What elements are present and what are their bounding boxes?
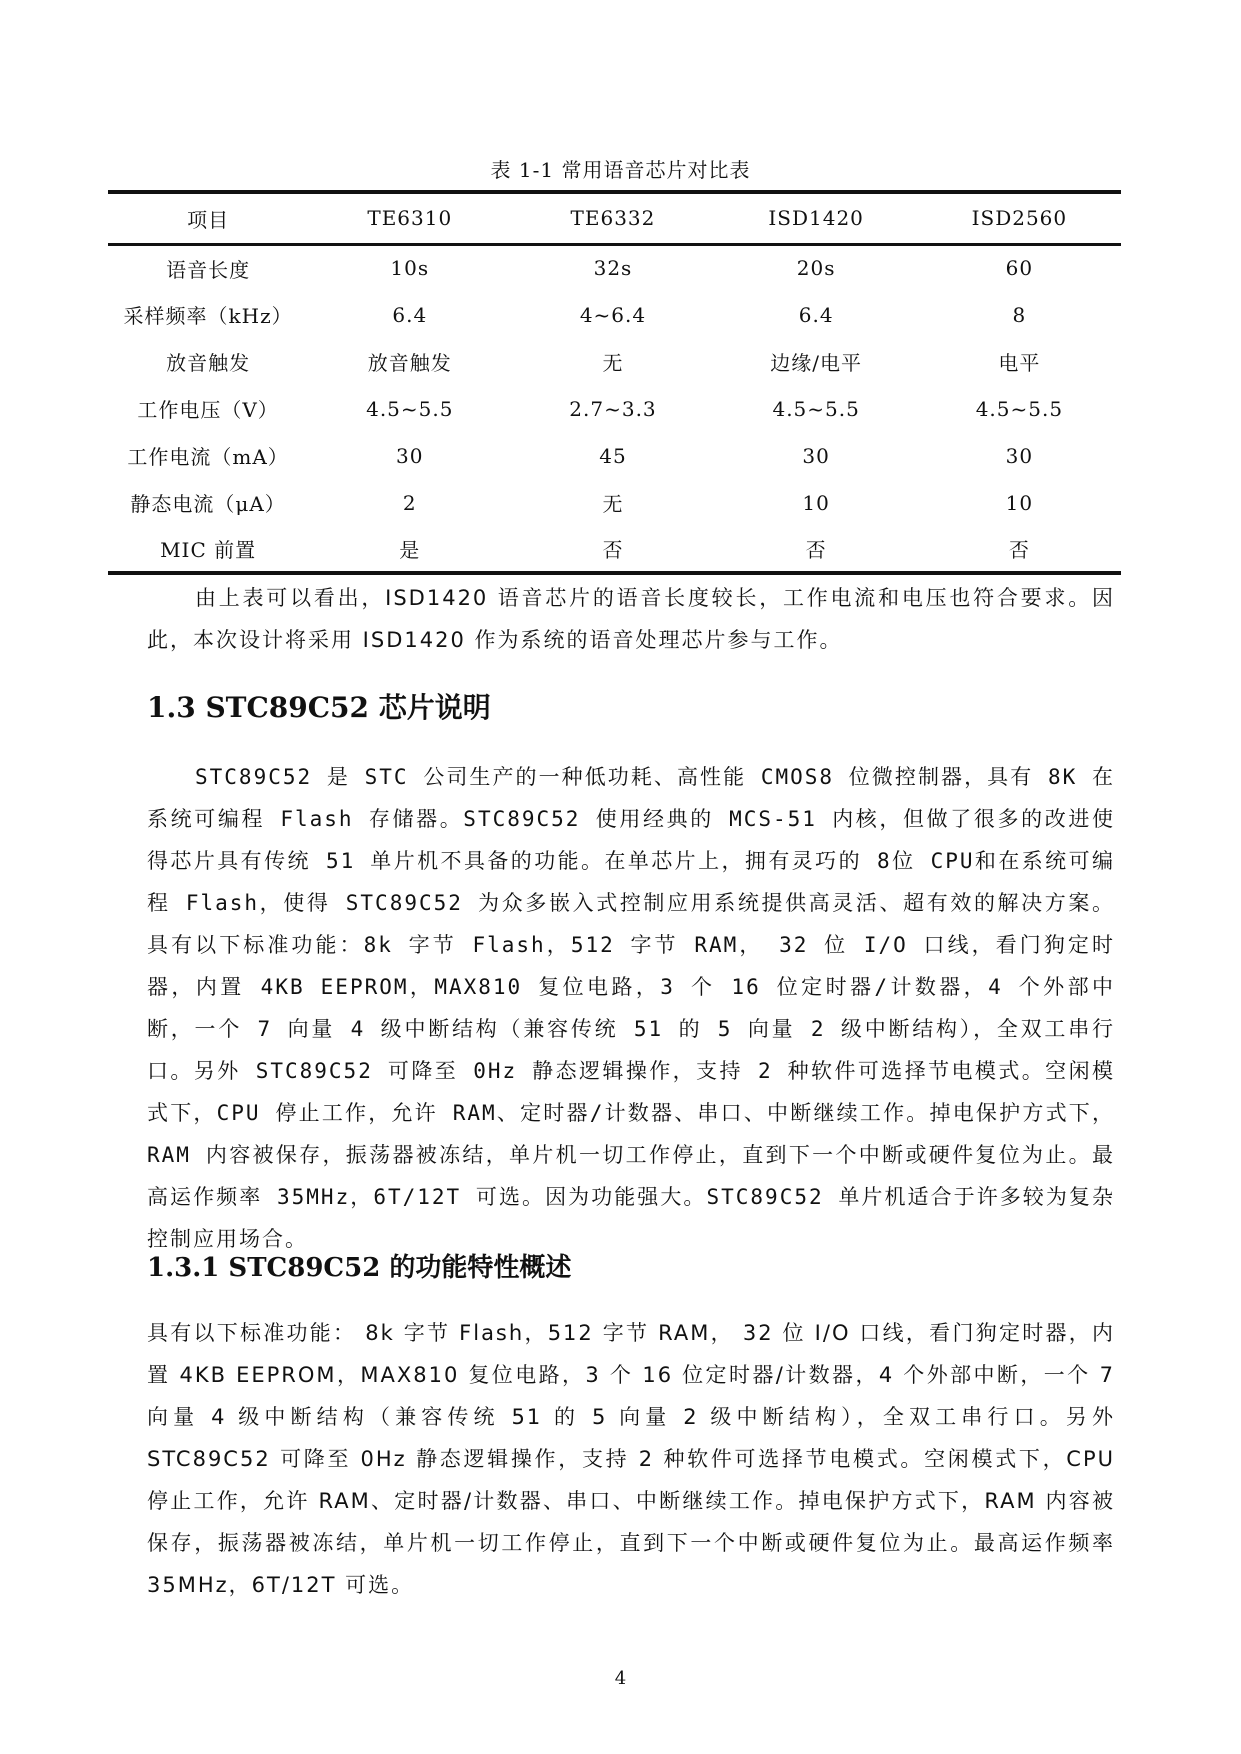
- subsection-paragraph: 具有以下标准功能： 8k 字节 Flash，512 字节 RAM， 32 位 I/O 口线，看门狗定时器，内置 4KB EEPROM，MAX810 复位电路，3 个 16 位定时器/计数器，4 个外部中断，一个 7 向量 4 级中断结构（兼容传统 51 的 5 向量 2 级中断结构），全双工串行口。另外 STC89C52 可降至 0Hz 静态逻辑操作，支持 2 种软件可选择节电模式。空闲模式下，CPU 停止工作，允许 RAM、定时器/计数器、串口、中断继续工作。掉电保护方式下，RAM 内容被保存，振荡器被冻结，单片机一切工作停止，直到下一个中断或硬件复位为止。最高运作频率 35MHz，6T/12T 可选。: [147, 1321, 1115, 1597]
- table-header-cell: TE6332: [570, 206, 656, 231]
- table-cell: 否: [1008, 538, 1030, 562]
- table-cell: 4.5~5.5: [366, 396, 454, 421]
- comparison-table: [108, 190, 1121, 575]
- table-cell: 采样频率（kHz）: [123, 304, 293, 328]
- table-cell: 静态电流（μA）: [130, 492, 286, 516]
- table-cell: 10: [1005, 490, 1034, 515]
- table-cell: 否: [602, 538, 624, 562]
- table-cell: 放音触发: [166, 351, 251, 375]
- table-cell: 2.7~3.3: [569, 396, 657, 421]
- table-cell: 放音触发: [367, 351, 452, 375]
- table-cell: 否: [805, 538, 827, 562]
- table-cell: 无: [602, 351, 624, 375]
- intro-paragraph: 由上表可以看出，ISD1420 语音芯片的语音长度较长，工作电流和电压也符合要求。因此，本次设计将采用 ISD1420 作为系统的语音处理芯片参与工作。: [147, 586, 1115, 652]
- page-number: 4: [614, 1668, 627, 1689]
- table-cell: 20s: [796, 256, 836, 281]
- table-cell: 8: [1012, 302, 1027, 327]
- table-cell: 2: [402, 490, 417, 515]
- table-row: [108, 338, 1121, 385]
- table-cell: 30: [802, 443, 830, 468]
- table-header-cell: ISD2560: [971, 206, 1068, 231]
- table-cell: 语音长度: [166, 257, 251, 282]
- table-row: [108, 432, 1121, 479]
- section-heading: 1.3 STC89C52 芯片说明: [147, 691, 491, 724]
- table-row: [108, 244, 1121, 291]
- table-cell: 30: [1005, 443, 1034, 468]
- table-cell: 10: [802, 490, 830, 515]
- table-cell: 工作电压（V）: [137, 398, 279, 422]
- table-cell: 是: [399, 538, 421, 562]
- table-cell: 边缘/电平: [770, 351, 863, 375]
- table-cell: 32s: [593, 256, 633, 281]
- table-cell: 45: [599, 443, 627, 468]
- table-cell: 4.5~5.5: [772, 396, 860, 421]
- table-cell: 4.5~5.5: [975, 396, 1064, 421]
- table-header-cell: 项目: [187, 207, 230, 232]
- table-cell: 6.4: [392, 302, 428, 327]
- table-cell: 电平: [998, 351, 1041, 375]
- table-cell: 10s: [390, 256, 430, 281]
- subsection-heading: 1.3.1 STC89C52 的功能特性概述: [147, 1253, 572, 1283]
- table-row: [108, 479, 1121, 526]
- section-paragraph: STC89C52 是 STC 公司生产的一种低功耗、高性能 CMOS8 位微控制器，具有 8K 在系统可编程 Flash 存储器。STC89C52 使用经典的 MCS-51 内核，但做了很多的改进使得芯片具有传统 51 单片机不具备的功能。在单芯片上，拥有灵巧的 8位 CPU和在系统可编程 Flash，使得 STC89C52 为众多嵌入式控制应用系统提供高灵活、超有效的解决方案。 具有以下标准功能：8k 字节 Flash，512 字节 RAM， 32 位 I/O 口线，看门狗定时器，内置 4KB EEPROM，MAX810 复位电路，3 个 16 位定时器/计数器，4 个外部中断，一个 7 向量 4 级中断结构（兼容传统 51 的 5 向量 2 级中断结构），全双工串行口。另外 STC89C52 可降至 0Hz 静态逻辑操作，支持 2 种软件可选择节电模式。空闲模式下，CPU 停止工作，允许 RAM、定时器/计数器、串口、中断继续工作。掉电保护方式下，RAM 内容被保存，振荡器被冻结，单片机一切工作停止，直到下一个中断或硬件复位为止。最高运作频率 35MHz，6T/12T 可选。因为功能强大。STC89C52 单片机适合于许多较为复杂控制应用场合。: [147, 765, 1115, 1251]
- table-cell: 无: [602, 492, 624, 516]
- table-header-cell: TE6310: [367, 206, 453, 231]
- table-cell: 4~6.4: [579, 302, 647, 327]
- table-cell: 60: [1005, 256, 1034, 281]
- table-caption: 表 1-1 常用语音芯片对比表: [490, 158, 751, 182]
- table-row: [108, 291, 1121, 338]
- table-cell: 工作电流（mA）: [127, 445, 289, 469]
- table-cell: 6.4: [798, 302, 834, 327]
- table-header-row: [108, 192, 1121, 244]
- table-row: [108, 526, 1121, 573]
- table-cell: MIC 前置: [160, 538, 257, 562]
- table-cell: 30: [396, 443, 424, 468]
- table-header-cell: ISD1420: [768, 206, 864, 231]
- table-row: [108, 385, 1121, 432]
